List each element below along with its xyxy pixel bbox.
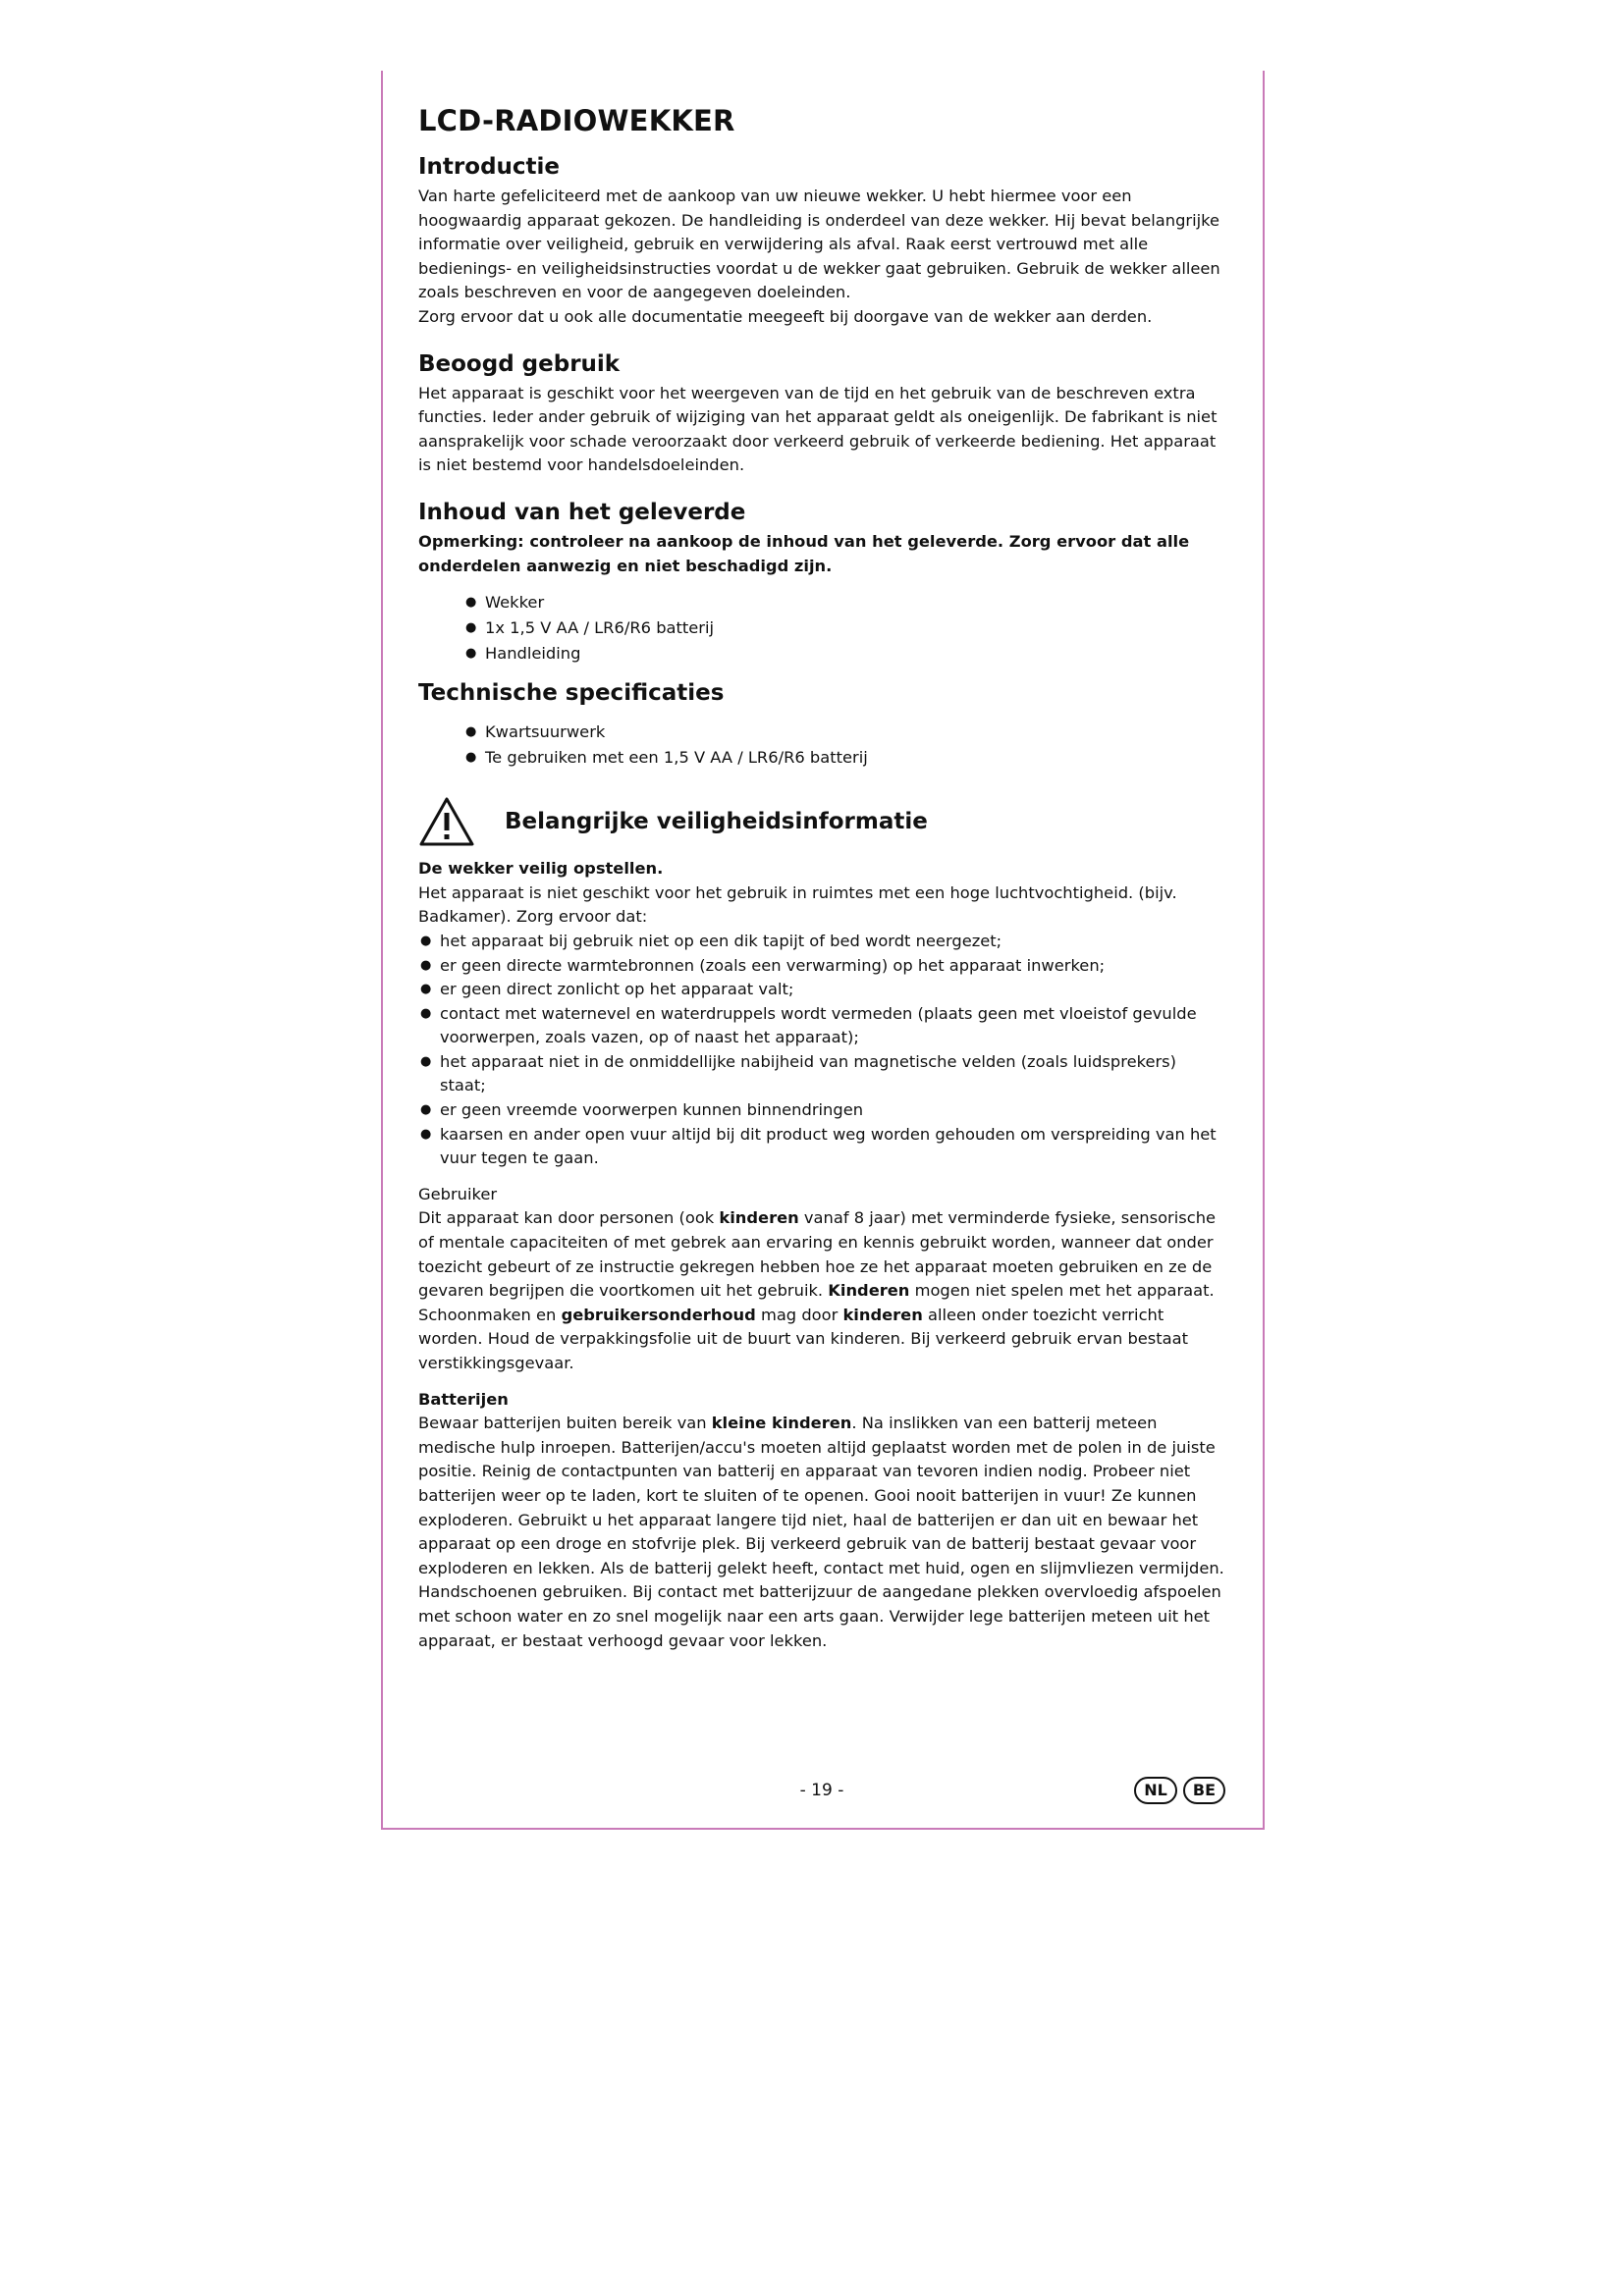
user-text-h: kinderen (842, 1305, 923, 1324)
intended-use-heading: Beoogd gebruik (418, 350, 621, 377)
list-item: ● 1x 1,5 V AA / LR6/R6 batterij (485, 615, 1225, 641)
list-item: ● contact met waternevel en waterdruppels wordt vermeden (plaats geen met vloeistof gevulde voorwerpen, zoals vazen, op of naast het apparaat); (440, 1002, 1225, 1050)
specs-list (418, 720, 1225, 771)
user-text-i: alleen onder toezicht verricht worden. Houd de verpakkingsfolie uit de buurt van kinderen. Bij verkeerd gebruik ervan bestaat verstikkingsgevaar. (418, 1305, 1189, 1372)
intended-use-text: Het apparaat is geschikt voor het weergeven van de tijd en het gebruik van de beschreven extra functies. Ieder ander gebruik of wijziging van het apparaat geldt als oneigenlijk. De fabrikant is niet aansprakelijk voor schade veroorzaakt door verkeerd gebruik of verkeerde bediening. Het apparaat is niet bestemd voor handelsdoeleinden. (418, 383, 1218, 475)
user-text-e: mogen niet spelen met het apparaat. Schoonmaken en (418, 1281, 1215, 1324)
battery-text-b: kleine kinderen (711, 1414, 852, 1433)
intro-heading: Introductie (418, 154, 561, 180)
battery-text-a: Bewaar batterijen buiten bereik van (418, 1414, 712, 1433)
user-text-a: Dit apparaat kan door personen (ook (418, 1208, 720, 1228)
user-text-d: Kinderen (828, 1281, 910, 1301)
page-title: LCD-RADIOWEKKER (418, 104, 735, 137)
list-item: ● Handleiding (485, 641, 1225, 667)
list-item: ● kaarsen en ander open vuur altijd bij dit product weg worden gehouden om verspreiding van het vuur tegen te gaan. (440, 1123, 1225, 1171)
list-item: ● Te gebruiken met een 1,5 V AA / LR6/R6 batterij (485, 745, 1225, 771)
user-text (418, 1206, 1225, 1375)
list-item: ● er geen directe warmtebronnen (zoals een verwarming) op het apparaat inwerken; (440, 954, 1225, 979)
user-text-g: mag door (755, 1305, 843, 1324)
user-text-f: gebruikersonderhoud (561, 1305, 756, 1324)
list-item: ● er geen vreemde voorwerpen kunnen binnendringen (440, 1098, 1225, 1123)
page-footer (418, 1777, 1225, 1806)
list-item: ● Wekker (485, 590, 1225, 615)
language-badge-be: BE (1183, 1777, 1225, 1804)
intro-text: Van harte gefeliciteerd met de aankoop van uw nieuwe wekker. U hebt hiermee voor een hoogwaardig apparaat gekozen. De handleiding is onderdeel van deze wekker. Hij bevat belangrijke informatie over veiligheid, gebruik en verwijdering als afval. Raak eerst vertrouwd met alle bedienings- en veiligheidsinstructies voordat u de wekker gaat gebruiken. Gebruik de wekker alleen zoals beschreven en voor de aangegeven doeleinden. (418, 187, 1220, 302)
safety-header (418, 796, 1225, 847)
user-text-b: kinderen (719, 1208, 799, 1228)
safety-heading: Belangrijke veiligheidsinformatie (505, 808, 928, 834)
specs-heading: Technische specificaties (418, 680, 725, 707)
warning-triangle-icon (418, 796, 475, 847)
list-item: ● het apparaat bij gebruik niet op een dik tapijt of bed wordt neergezet; (440, 930, 1225, 954)
safety-list (418, 930, 1225, 1171)
battery-text (418, 1412, 1225, 1653)
contents-list (418, 590, 1225, 667)
battery-heading: Batterijen (418, 1389, 509, 1409)
page-content (418, 104, 1225, 1653)
setup-heading: De wekker veilig opstellen. (418, 859, 664, 879)
user-heading: Gebruiker (418, 1184, 498, 1203)
list-item: ● Kwartsuurwerk (485, 720, 1225, 745)
contents-note: Opmerking: controleer na aankoop de inhoud van het geleverde. Zorg ervoor dat alle onderdelen aanwezig en niet beschadigd zijn. (418, 531, 1190, 575)
setup-text: Het apparaat is niet geschikt voor het gebruik in ruimtes met een hoge luchtvochtigheid. (bijv. Badkamer). Zorg ervoor dat: (418, 882, 1177, 927)
list-item: ● het apparaat niet in de onmiddellijke nabijheid van magnetische velden (zoals luidsprekers) staat; (440, 1050, 1225, 1098)
page-number: - 19 - (799, 1781, 844, 1800)
contents-heading: Inhoud van het geleverde (418, 499, 746, 525)
user-text-c: vanaf 8 jaar) met verminderde fysieke, sensorische of mentale capaciteiten of met gebrek aan ervaring en kennis gebruikt worden, wanneer dat onder toezicht gebeurt of ze instructie gekregen hebben hoe ze het apparaat moeten gebruiken en ze de gevaren begrijpen die voortkomen uit het gebruik. (418, 1208, 1217, 1301)
language-badge-nl: NL (1134, 1777, 1177, 1804)
list-item: ● er geen direct zonlicht op het apparaat valt; (440, 978, 1225, 1002)
battery-text-c: . Na inslikken van een batterij meteen medische hulp inroepen. Batterijen/accu's moeten altijd geplaatst worden met de polen in de juiste positie. Reinig de contactpunten van batterij en apparaat van tevoren indien nodig. Probeer niet batterijen weer op te laden, kort te sluiten of te openen. Gooi nooit batterijen in vuur! Ze kunnen exploderen. Gebruikt u het apparaat langere tijd niet, haal de batterijen er dan uit en bewaar het apparaat op een droge en stofvrije plek. Bij verkeerd gebruik van de batterij bestaat gevaar voor exploderen en lekken. Als de batterij gelekt heeft, contact met huid, ogen en slijmvliezen vermijden. Handschoenen gebruiken. Bij contact met batterijzuur de aangedane plekken overvloedig afspoelen met schoon water en zo snel mogelijk naar een arts gaan. Verwijder lege batterijen meteen uit het apparaat, er bestaat verhoogd gevaar voor lekken. (418, 1414, 1224, 1650)
intro-text-2: Zorg ervoor dat u ook alle documentatie meegeeft bij doorgave van de wekker aan derden. (418, 306, 1153, 326)
language-badges (1134, 1777, 1225, 1804)
